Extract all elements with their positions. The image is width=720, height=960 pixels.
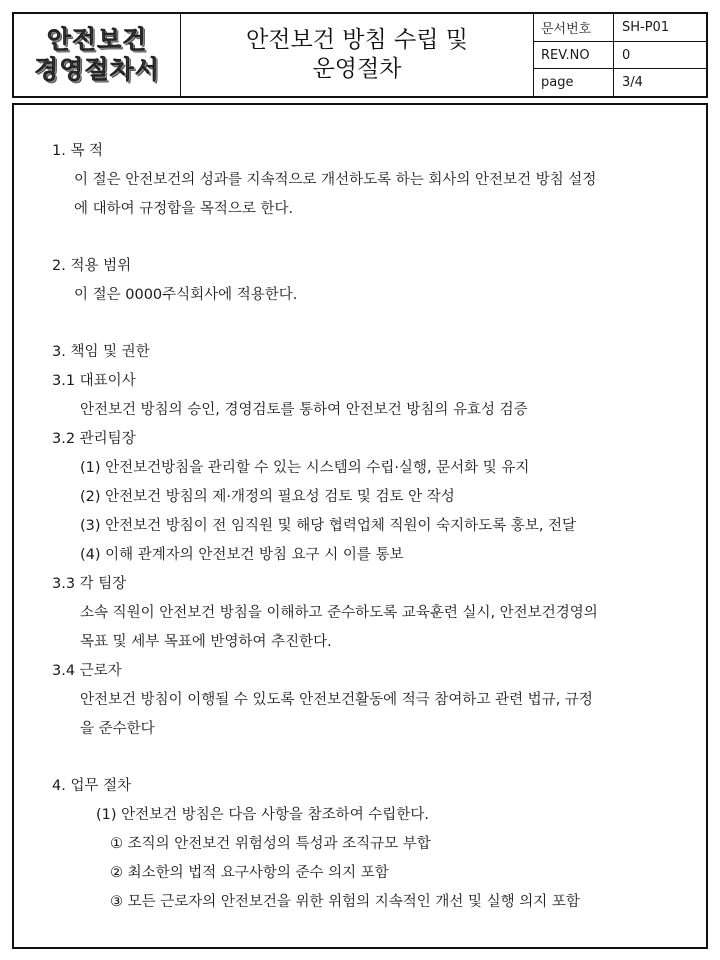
paragraph-line: 목표 및 세부 목표에 반영하여 추진한다. (80, 634, 332, 650)
sub-list-item: ① 조직의 안전보건 위험성의 특성과 조직규모 부합 (110, 836, 431, 852)
title-line: 운영절차 (312, 56, 402, 82)
paragraph-line: 에 대하여 규정함을 목적으로 한다. (74, 201, 294, 217)
meta-label: 문서번호 (534, 14, 614, 41)
body-content (52, 137, 692, 917)
sub-list-item: ③ 모든 근로자의 안전보건을 위한 위험의 지속적인 개선 및 실행 의지 포함 (110, 894, 580, 910)
meta-row-revision (534, 42, 706, 70)
document-title (181, 14, 534, 96)
logo-block (14, 14, 181, 96)
document-header (12, 12, 708, 98)
list-item: (2) 안전보건 방침의 제·개정의 필요성 검토 및 검토 안 작성 (80, 489, 455, 505)
meta-label: REV.NO (534, 42, 614, 69)
meta-row-page (534, 69, 706, 96)
subsection-heading: 3.4 근로자 (52, 663, 122, 679)
list-item: (3) 안전보건 방침이 전 임직원 및 해당 협력업체 직원이 숙지하도록 홍보, 전달 (80, 518, 577, 534)
meta-value: 3/4 (622, 75, 643, 91)
title-line: 안전보건 방침 수립 및 (246, 27, 468, 53)
paragraph-line: 이 절은 0000주식회사에 적용한다. (74, 287, 298, 303)
section-heading: 3. 책임 및 권한 (52, 344, 150, 360)
section-heading: 1. 목 적 (52, 143, 104, 159)
meta-value: 0 (622, 47, 631, 63)
list-item: (1) 안전보건방침을 관리할 수 있는 시스템의 수립·실행, 문서화 및 유지 (80, 460, 530, 476)
subsection-heading: 3.1 대표이사 (52, 373, 136, 389)
paragraph-line: 을 준수한다 (80, 721, 155, 737)
section-heading: 2. 적용 범위 (52, 258, 132, 274)
meta-row-doc-number (534, 14, 706, 42)
meta-label: page (534, 69, 614, 96)
logo-line: 안전보건 (46, 25, 148, 54)
meta-table (534, 14, 706, 96)
list-item: (1) 안전보건 방침은 다음 사항을 참조하여 수립한다. (96, 807, 429, 823)
paragraph-line: 안전보건 방침의 승인, 경영검토를 통하여 안전보건 방침의 유효성 검증 (80, 402, 528, 418)
subsection-heading: 3.2 관리팀장 (52, 431, 136, 447)
paragraph-line: 소속 직원이 안전보건 방침을 이해하고 준수하도록 교육훈련 실시, 안전보건경영의 (80, 605, 598, 621)
meta-value: SH-P01 (622, 19, 670, 35)
paragraph-line: 안전보건 방침이 이행될 수 있도록 안전보건활동에 적극 참여하고 관련 법규, 규정 (80, 692, 593, 708)
subsection-heading: 3.3 각 팀장 (52, 576, 127, 592)
sub-list-item: ② 최소한의 법적 요구사항의 준수 의지 포함 (110, 865, 389, 881)
paragraph-line: 이 절은 안전보건의 성과를 지속적으로 개선하도록 하는 회사의 안전보건 방침 설정 (74, 172, 597, 188)
logo-line: 경영절차서 (34, 55, 160, 84)
section-heading: 4. 업무 절차 (52, 778, 132, 794)
document-body (12, 103, 708, 949)
list-item: (4) 이해 관계자의 안전보건 방침 요구 시 이를 통보 (80, 547, 404, 563)
